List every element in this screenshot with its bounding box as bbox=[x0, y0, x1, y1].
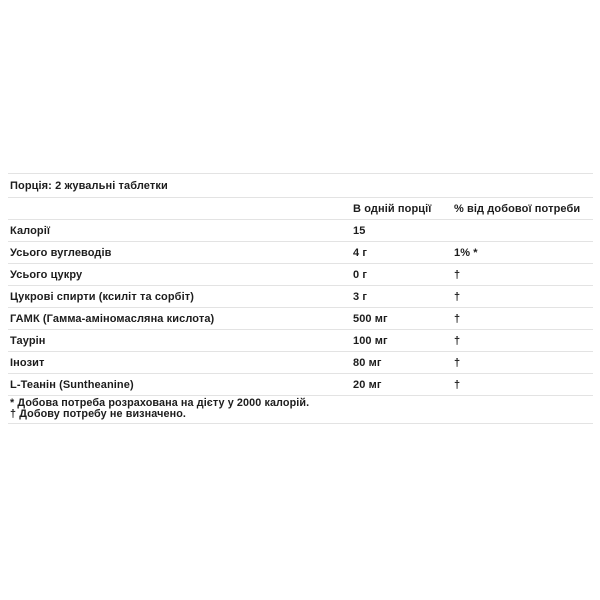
supplement-facts-panel bbox=[8, 173, 593, 424]
nutrient-amount: 4 г bbox=[353, 247, 368, 259]
footnote-daily-value-basis: * Добова потреба розрахована на дієту у 2000 калорій. bbox=[10, 397, 310, 409]
nutrient-amount: 20 мг bbox=[353, 379, 382, 391]
nutrient-dv: † bbox=[454, 335, 461, 347]
header-nutrient bbox=[8, 203, 353, 215]
nutrient-name: L-Теанін (Suntheanine) bbox=[10, 379, 134, 391]
nutrient-name: ГАМК (Гамма-аміномасляна кислота) bbox=[10, 313, 215, 325]
nutrient-dv: † bbox=[454, 379, 461, 391]
nutrient-name: Таурін bbox=[10, 335, 46, 347]
table-row-total-sugars bbox=[8, 263, 593, 285]
table-row-sugar-alcohols bbox=[8, 285, 593, 307]
nutrient-name: Калорії bbox=[10, 225, 51, 237]
footnote-dv-not-established: † Добову потребу не визначено. bbox=[10, 408, 186, 420]
nutrient-dv: † bbox=[454, 357, 461, 369]
nutrient-dv: † bbox=[454, 313, 461, 325]
footnotes-block bbox=[8, 395, 593, 424]
table-row-gaba bbox=[8, 307, 593, 329]
nutrient-name: Усього цукру bbox=[10, 269, 83, 281]
nutrient-dv: † bbox=[454, 269, 461, 281]
table-header-row bbox=[8, 197, 593, 219]
nutrient-amount: 15 bbox=[353, 225, 366, 237]
nutrient-amount: 500 мг bbox=[353, 313, 388, 325]
nutrient-amount: 0 г bbox=[353, 269, 368, 281]
nutrient-name: Цукрові спирти (ксиліт та сорбіт) bbox=[10, 291, 194, 303]
nutrient-amount: 80 мг bbox=[353, 357, 382, 369]
nutrient-amount: 100 мг bbox=[353, 335, 388, 347]
table-row-total-carbohydrate bbox=[8, 241, 593, 263]
nutrient-amount: 3 г bbox=[353, 291, 368, 303]
nutrient-name: Інозит bbox=[10, 357, 45, 369]
nutrient-name: Усього вуглеводів bbox=[10, 247, 112, 259]
nutrient-dv: † bbox=[454, 291, 461, 303]
table-row-taurine bbox=[8, 329, 593, 351]
serving-size-text: Порція: 2 жувальні таблетки bbox=[8, 173, 593, 197]
header-amount-per-serving: В одній порції bbox=[353, 203, 432, 215]
table-row-calories bbox=[8, 219, 593, 241]
header-percent-daily-value: % від добової потреби bbox=[454, 203, 581, 215]
table-row-inositol bbox=[8, 351, 593, 373]
nutrient-dv bbox=[454, 225, 593, 237]
table-row-l-theanine bbox=[8, 373, 593, 395]
nutrient-dv: 1% * bbox=[454, 247, 478, 259]
